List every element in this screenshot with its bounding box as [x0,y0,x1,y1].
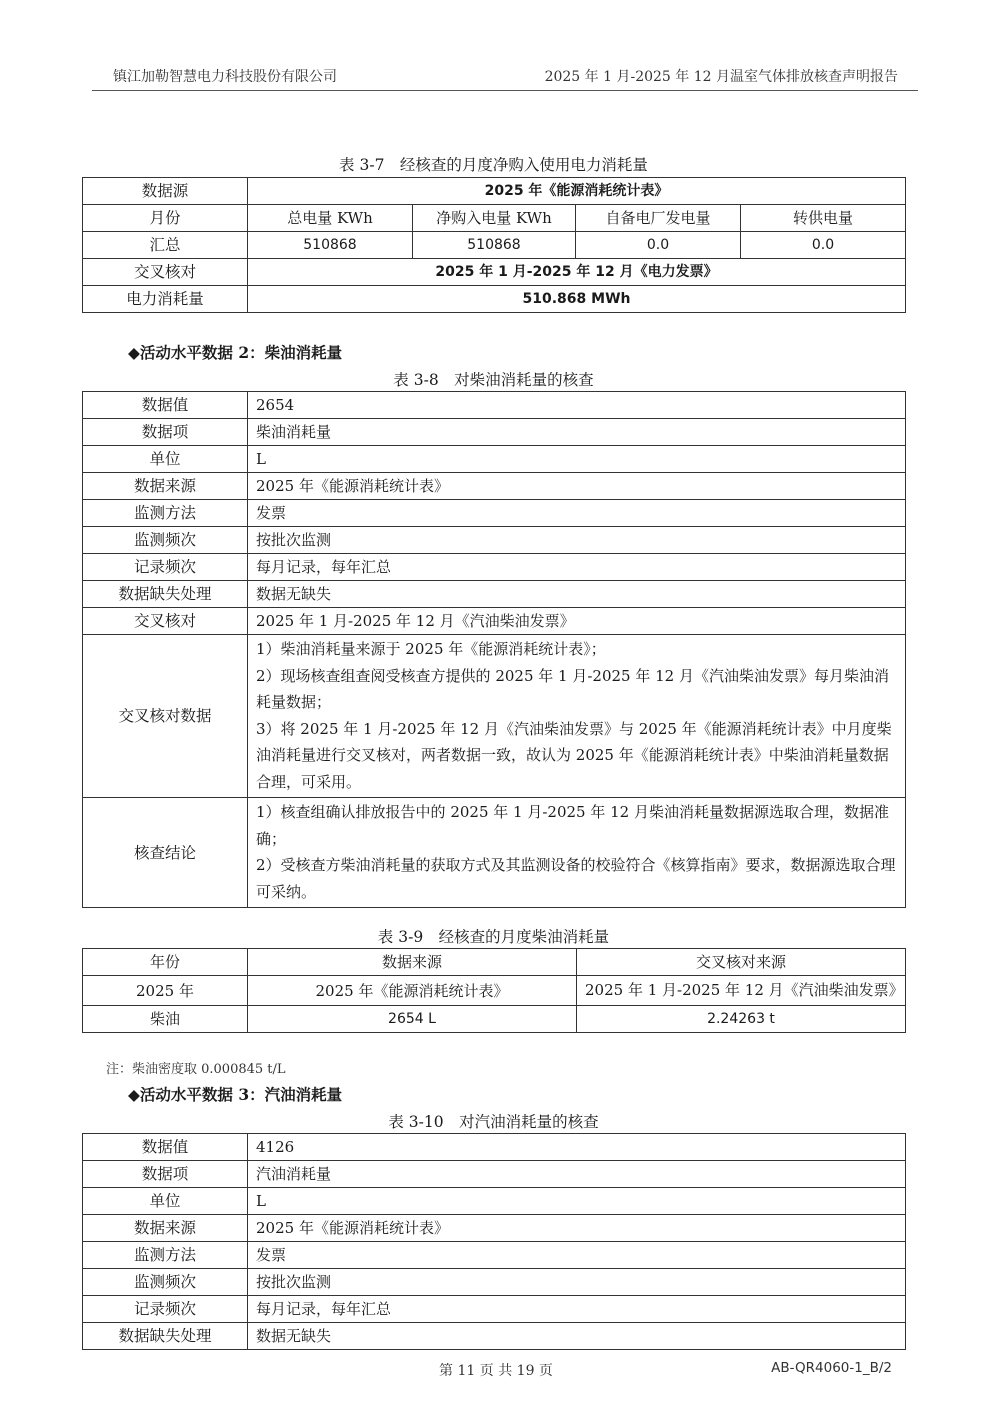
table-row [83,635,906,798]
row-label: 数据项 [83,419,248,446]
table-row [83,1242,906,1269]
row-value: 4126 [248,1134,906,1161]
row-value: 数据无缺失 [248,581,906,608]
row-value: 每月记录，每年汇总 [248,1296,906,1323]
cell-fuel-type: 柴油 [83,1006,248,1033]
row-label: 监测方法 [83,1242,248,1269]
cell-month-label: 月份 [83,205,248,232]
table-3-8-caption: 表 3-8 对柴油消耗量的核查 [393,371,594,389]
table-row [83,527,906,554]
cell-year: 2025 年 [83,976,248,1006]
row-label: 监测方法 [83,500,248,527]
cell-total-power: 510868 [248,232,413,259]
row-label: 记录频次 [83,1296,248,1323]
cross-data-line: 3）将 2025 年 1 月-2025 年 12 月《汽油柴油发票》与 2025 年《能源消耗统计表》中月度柴油消耗量进行交叉核对，两者数据一致，故认为 2025 年《能源消耗统计表》中柴油消耗量数据合理，可采用。 [256,719,892,791]
table-3-7 [82,177,906,313]
conclusion-line: 2）受核查方柴油消耗量的获取方式及其监测设备的校验符合《核算指南》要求，数据源选取合理可采纳。 [256,856,896,901]
table-row [83,232,906,259]
section-heading-gasoline: ◆活动水平数据 3：汽油消耗量 [128,1085,343,1104]
cell-cross-data-label: 交叉核对数据 [83,635,248,798]
table-row [83,554,906,581]
conclusion-line: 1）核查组确认排放报告中的 2025 年 1 月-2025 年 12 月柴油消耗量数据源选取合理，数据准确； [256,803,889,848]
page-number: 第 11 页 共 19 页 [439,1363,553,1379]
cell-cross-label: 交叉核对 [83,259,248,286]
row-label: 数据缺失处理 [83,1323,248,1350]
section-heading-diesel: ◆活动水平数据 2：柴油消耗量 [128,343,343,362]
table-3-9 [82,948,906,1033]
cell-volume: 2654 L [248,1006,577,1033]
row-value: 2025 年 1 月-2025 年 12 月《汽油柴油发票》 [248,608,906,635]
row-label: 监测频次 [83,527,248,554]
row-label: 交叉核对 [83,608,248,635]
cell-data-source: 2025 年《能源消耗统计表》 [248,976,577,1006]
col-header-data-source: 数据来源 [248,949,577,976]
col-header-net-purchased: 净购入电量 KWh [413,205,576,232]
header-rule [92,90,918,91]
table-3-10-caption: 表 3-10 对汽油消耗量的核查 [388,1113,599,1131]
table-row [83,473,906,500]
cell-source-value: 2025 年《能源消耗统计表》 [248,178,906,205]
row-label: 单位 [83,1188,248,1215]
table-row [83,419,906,446]
row-value: 2025 年《能源消耗统计表》 [248,473,906,500]
row-label: 数据项 [83,1161,248,1188]
cell-total-label: 汇总 [83,232,248,259]
row-label: 数据值 [83,392,248,419]
row-value: 2025 年《能源消耗统计表》 [248,1215,906,1242]
row-label: 数据来源 [83,1215,248,1242]
table-row [83,1296,906,1323]
row-value: L [248,446,906,473]
row-value: 按批次监测 [248,1269,906,1296]
header-report-title: 2025 年 1 月-2025 年 12 月温室气体排放核查声明报告 [544,69,898,85]
cross-data-line: 2）现场核查组查阅受核查方提供的 2025 年 1 月-2025 年 12 月《汽油柴油发票》每月柴油消耗量数据； [256,666,889,711]
table-row [83,1215,906,1242]
table-3-10 [82,1133,906,1350]
table-row [83,392,906,419]
table-row [83,286,906,313]
row-value: 发票 [248,1242,906,1269]
row-value: L [248,1188,906,1215]
table-row [83,1161,906,1188]
row-value: 每月记录，每年汇总 [248,554,906,581]
cell-cross-value: 2025 年 1 月-2025 年 12 月《电力发票》 [248,259,906,286]
cell-source-label: 数据源 [83,178,248,205]
col-header-total-power: 总电量 KWh [248,205,413,232]
row-value: 2654 [248,392,906,419]
row-label: 数据值 [83,1134,248,1161]
cell-net-purchased: 510868 [413,232,576,259]
cell-transferred: 0.0 [741,232,906,259]
table-row [83,1188,906,1215]
cell-cross-data-text [248,635,906,798]
row-value: 按批次监测 [248,527,906,554]
col-header-cross-source: 交叉核对来源 [577,949,906,976]
table-3-7-caption: 表 3-7 经核查的月度净购入使用电力消耗量 [339,156,648,174]
cell-conclusion-label: 核查结论 [83,798,248,908]
table-row [83,608,906,635]
document-code: AB-QR4060-1_B/2 [771,1360,892,1376]
row-value: 发票 [248,500,906,527]
table-row [83,949,906,976]
cell-mass: 2.24263 t [577,1006,906,1033]
cell-cross-source: 2025 年 1 月-2025 年 12 月《汽油柴油发票》 [577,976,906,1006]
density-note: 注：柴油密度取 0.000845 t/L [106,1062,286,1077]
table-row [83,178,906,205]
cell-consumption-label: 电力消耗量 [83,286,248,313]
header-company: 镇江加勒智慧电力科技股份有限公司 [113,69,337,85]
table-row [83,500,906,527]
row-value: 汽油消耗量 [248,1161,906,1188]
row-label: 数据来源 [83,473,248,500]
col-header-transferred: 转供电量 [741,205,906,232]
table-row [83,581,906,608]
table-row [83,446,906,473]
row-value: 数据无缺失 [248,1323,906,1350]
cell-consumption-value: 510.868 MWh [248,286,906,313]
col-header-self-generated: 自备电厂发电量 [576,205,741,232]
row-label: 单位 [83,446,248,473]
table-row [83,259,906,286]
table-row [83,1006,906,1033]
cell-conclusion-text [248,798,906,908]
row-label: 监测频次 [83,1269,248,1296]
col-header-year: 年份 [83,949,248,976]
row-value: 柴油消耗量 [248,419,906,446]
table-row [83,1134,906,1161]
table-row [83,976,906,1006]
table-3-8 [82,391,906,908]
table-3-9-caption: 表 3-9 经核查的月度柴油消耗量 [377,928,610,946]
table-row [83,1269,906,1296]
row-label: 记录频次 [83,554,248,581]
table-row [83,798,906,908]
cross-data-line: 1）柴油消耗量来源于 2025 年《能源消耗统计表》； [256,640,606,658]
cell-self-generated: 0.0 [576,232,741,259]
row-label: 数据缺失处理 [83,581,248,608]
table-row [83,1323,906,1350]
table-row [83,205,906,232]
